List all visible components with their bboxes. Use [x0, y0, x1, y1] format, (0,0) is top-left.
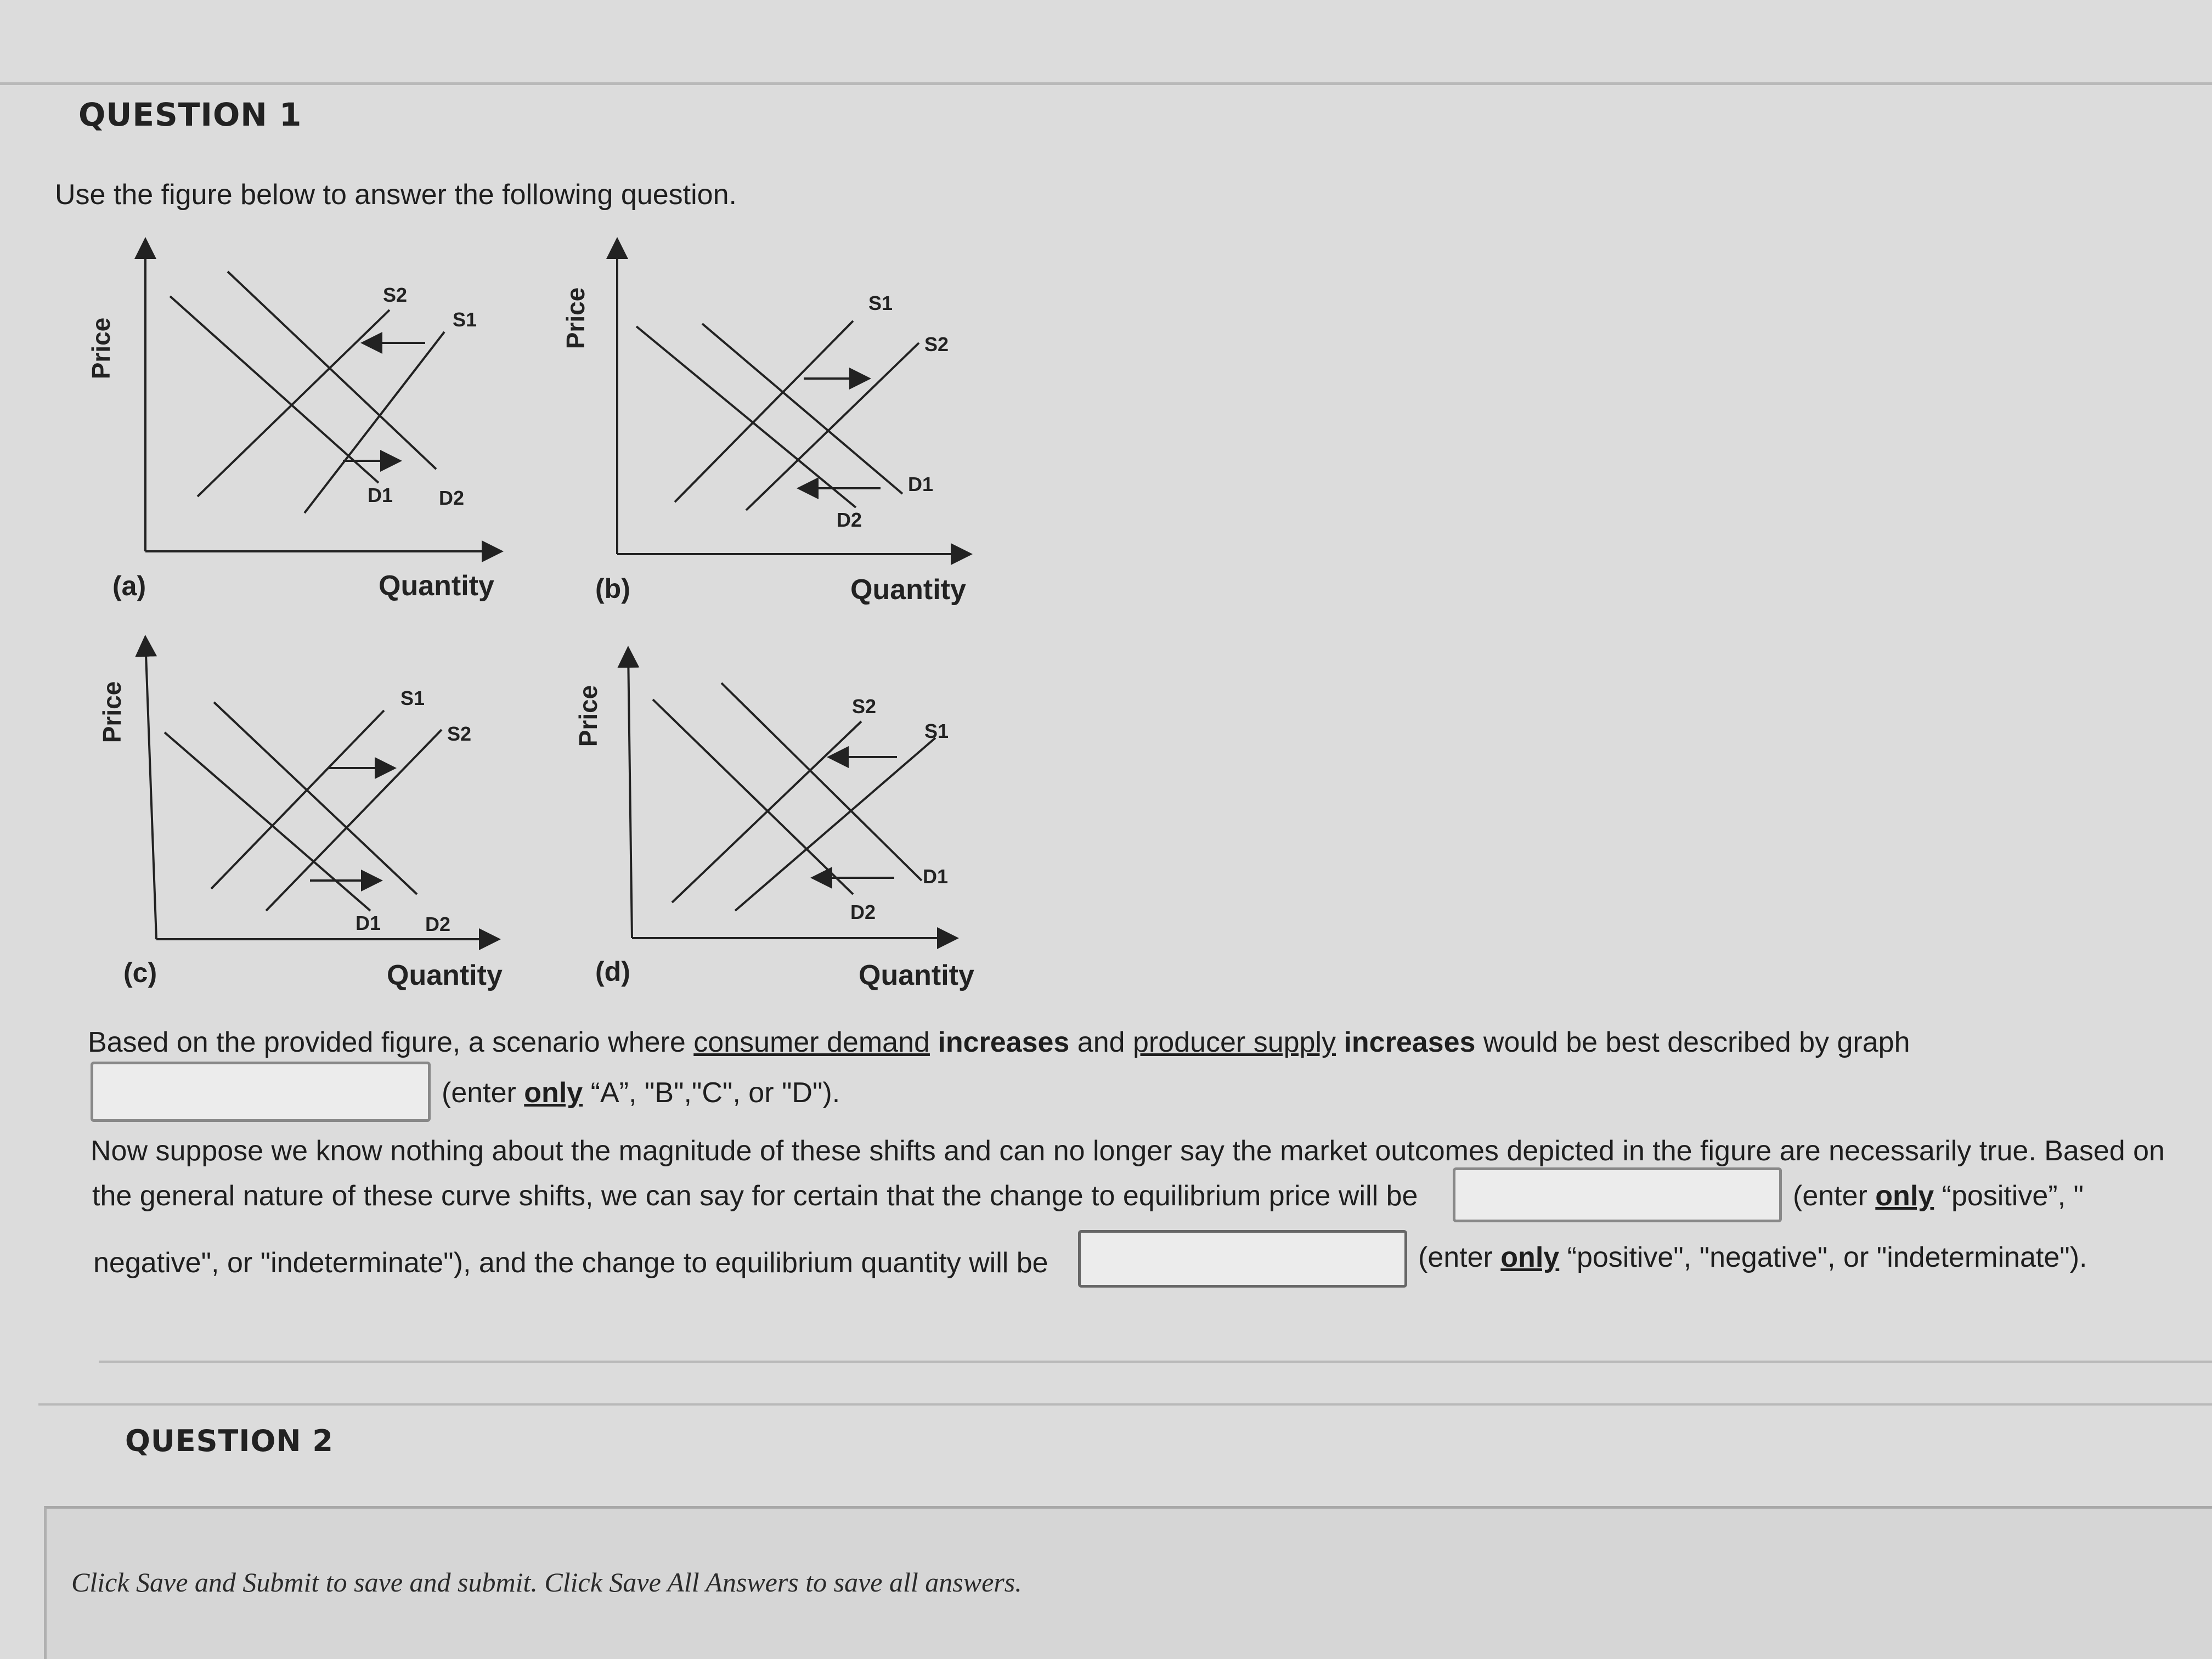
graph-d-label-d2: D2	[850, 901, 876, 923]
question-divider-1	[99, 1361, 2212, 1363]
graph-b-label-s2: S2	[924, 333, 949, 356]
graph-b-label-d1: D1	[908, 473, 934, 495]
part2-line2: the general nature of these curve shifts, we can say for certain that the change to equilibrium price will be	[92, 1180, 1418, 1212]
graph-c-y-label: Price	[98, 681, 126, 743]
graph-b-x-label: Quantity	[850, 574, 966, 606]
graph-a-label-d2: D2	[439, 487, 465, 509]
graph-c-label-d2: D2	[425, 913, 451, 935]
graph-c-y-axis	[145, 639, 156, 939]
graph-d-d1	[721, 683, 922, 881]
graph-d-y-axis	[628, 650, 632, 938]
question-1-title: QUESTION 1	[78, 96, 302, 133]
part1-question	[88, 1026, 1910, 1059]
graph-d-label-s1: S1	[924, 720, 949, 742]
part2-hint1	[1793, 1180, 2084, 1212]
supply-demand-figure	[66, 219, 1108, 1004]
graph-a-panel: (a)	[112, 571, 146, 601]
graph-d-d2	[653, 699, 853, 894]
top-divider	[0, 82, 2212, 85]
part1-hint-post: “A”, "B","C", or "D").	[583, 1077, 840, 1109]
graph-b-d1	[702, 324, 902, 494]
graph-b-y-label: Price	[561, 287, 590, 349]
graph-d-label-d1: D1	[923, 865, 949, 888]
graph-c-panel: (c)	[123, 957, 157, 988]
graph-b-label-s1: S1	[868, 292, 893, 314]
graph-c-label-d1: D1	[356, 912, 381, 934]
graph-b	[617, 241, 968, 554]
question-2-title: QUESTION 2	[125, 1424, 334, 1458]
graph-d	[628, 650, 955, 938]
graph-c	[145, 639, 496, 939]
part1-hint-only: only	[524, 1077, 583, 1109]
part1-text-b: and	[1069, 1026, 1133, 1058]
part2-hint2-post: “positive", "negative", or "indeterminate").	[1559, 1242, 2087, 1273]
part1-hint-pre: (enter	[442, 1077, 524, 1109]
question-divider-2	[38, 1403, 2212, 1406]
part2-line1: Now suppose we know nothing about the magnitude of these shifts and can no longer say the market outcomes depicted in the figure are necessarily true. Based on	[91, 1135, 2165, 1167]
question-1-intro: Use the figure below to answer the following question.	[55, 179, 737, 211]
part2-hint2-pre: (enter	[1418, 1242, 1501, 1273]
graph-d-s1	[735, 738, 935, 911]
graph-answer-input[interactable]	[91, 1062, 431, 1122]
graph-c-x-label: Quantity	[387, 960, 503, 991]
footer-instruction: Click Save and Submit to save and submit. Click Save All Answers to save all answers.	[71, 1567, 1022, 1598]
graph-a-label-d1: D1	[368, 484, 393, 506]
part1-increases-2: increases	[1336, 1026, 1476, 1058]
graph-a-x-label: Quantity	[379, 570, 494, 602]
graph-b-label-d2: D2	[837, 509, 862, 531]
graph-d-panel: (d)	[595, 956, 630, 987]
graph-b-d2	[636, 326, 856, 507]
part1-consumer-demand: consumer demand	[693, 1026, 930, 1058]
graph-c-s2	[266, 730, 442, 911]
graph-a-label-s1: S1	[453, 308, 477, 331]
price-change-input[interactable]	[1453, 1167, 1782, 1222]
part2-hint1-pre: (enter	[1793, 1180, 1876, 1212]
part2-line3: negative", or "indeterminate"), and the change to equilibrium quantity will be	[93, 1247, 1048, 1279]
graph-a-d1	[170, 296, 379, 483]
graph-b-s1	[675, 321, 853, 502]
part1-hint	[442, 1076, 840, 1109]
graph-c-d2	[214, 702, 417, 894]
graph-b-panel: (b)	[595, 573, 630, 604]
part2-hint1-only: only	[1875, 1180, 1934, 1212]
graph-a-y-label: Price	[87, 317, 115, 380]
part1-increases-1: increases	[929, 1026, 1070, 1058]
graph-c-label-s1: S1	[400, 687, 425, 709]
part2-hint2	[1418, 1241, 2087, 1274]
quantity-change-input[interactable]	[1078, 1230, 1407, 1288]
graph-c-label-s2: S2	[447, 723, 472, 745]
graph-d-label-s2: S2	[852, 695, 877, 718]
graph-d-x-label: Quantity	[859, 960, 974, 991]
graph-a-label-s2: S2	[383, 284, 408, 306]
part1-text-c: would be best described by graph	[1475, 1026, 1910, 1058]
part1-producer-supply: producer supply	[1133, 1026, 1336, 1058]
part1-text-a: Based on the provided figure, a scenario where	[88, 1026, 694, 1058]
graph-a-s2	[198, 310, 390, 496]
part2-hint2-only: only	[1500, 1242, 1560, 1273]
graph-d-y-label: Price	[574, 685, 602, 747]
graph-c-s1	[211, 710, 384, 889]
part2-hint1-post: “positive”, "	[1934, 1180, 2084, 1212]
